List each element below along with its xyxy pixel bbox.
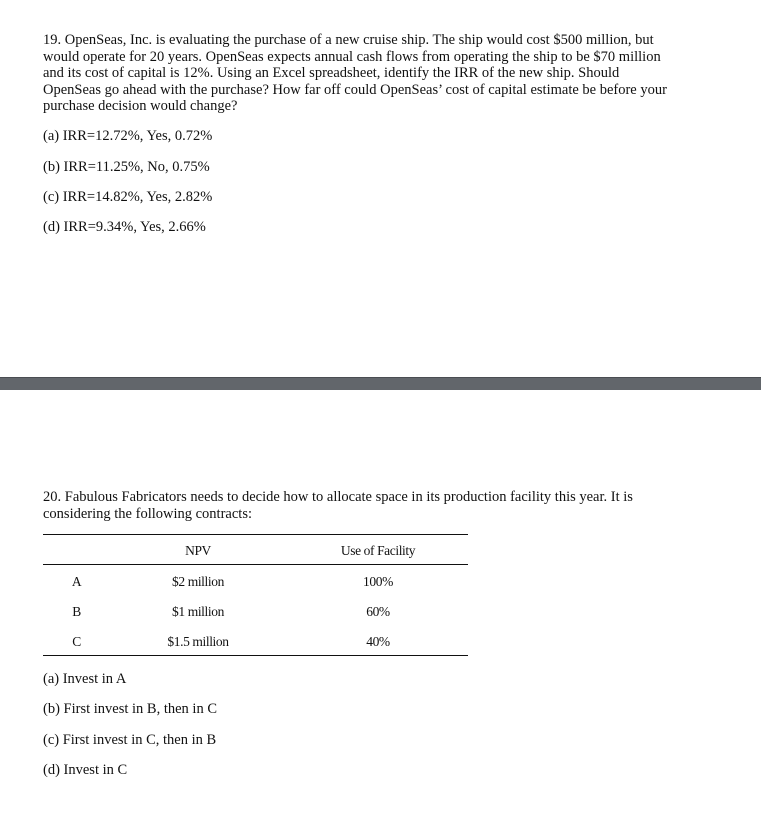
table-row-use: 100% xyxy=(363,574,393,589)
table-row-name: C xyxy=(72,634,81,649)
table-row-name: B xyxy=(72,604,81,619)
table-row-npv: $1.5 million xyxy=(167,634,229,649)
table-header-use: Use of Facility xyxy=(340,543,416,558)
table-top-rule xyxy=(43,534,468,535)
question-20-option-a: (a) Invest in A xyxy=(43,671,127,687)
table-row-name: A xyxy=(71,574,82,589)
question-20-option-b: (b) First invest in B, then in C xyxy=(43,701,217,717)
question-20-text: 20. Fabulous Fabricators needs to decide how to allocate space in its production facility this year. It is considering the following contracts: xyxy=(43,489,633,522)
table-bottom-rule xyxy=(43,655,468,656)
question-19-option-d: (d) IRR=9.34%, Yes, 2.66% xyxy=(43,219,206,235)
table-row-npv: $2 million xyxy=(172,574,224,589)
table-header-rule xyxy=(43,564,468,565)
question-19-option-a: (a) IRR=12.72%, Yes, 0.72% xyxy=(43,128,213,144)
table-header-npv: NPV xyxy=(185,543,211,558)
page-divider xyxy=(0,377,761,390)
question-19-option-b: (b) IRR=11.25%, No, 0.75% xyxy=(43,159,210,175)
question-19-text: 19. OpenSeas, Inc. is evaluating the purchase of a new cruise ship. The ship would cost $500 million, but would operate for 20 years. OpenSeas expects annual cash flows from operating the ship to be $70 million and its cost of capital is 12%. Using an Excel spreadsheet, identify the IRR of the new ship. Should OpenSeas go ahead with the purchase? How far off could OpenSeas’ cost of capital estimate be before your purchase decision would change? xyxy=(43,32,667,115)
question-19-option-c: (c) IRR=14.82%, Yes, 2.82% xyxy=(43,189,213,205)
question-20-option-d: (d) Invest in C xyxy=(43,762,128,778)
question-20-option-c: (c) First invest in C, then in B xyxy=(43,732,217,748)
table-row-use: 60% xyxy=(366,604,390,619)
table-row-npv: $1 million xyxy=(172,604,224,619)
table-row-use: 40% xyxy=(366,634,390,649)
contracts-table xyxy=(43,534,468,658)
